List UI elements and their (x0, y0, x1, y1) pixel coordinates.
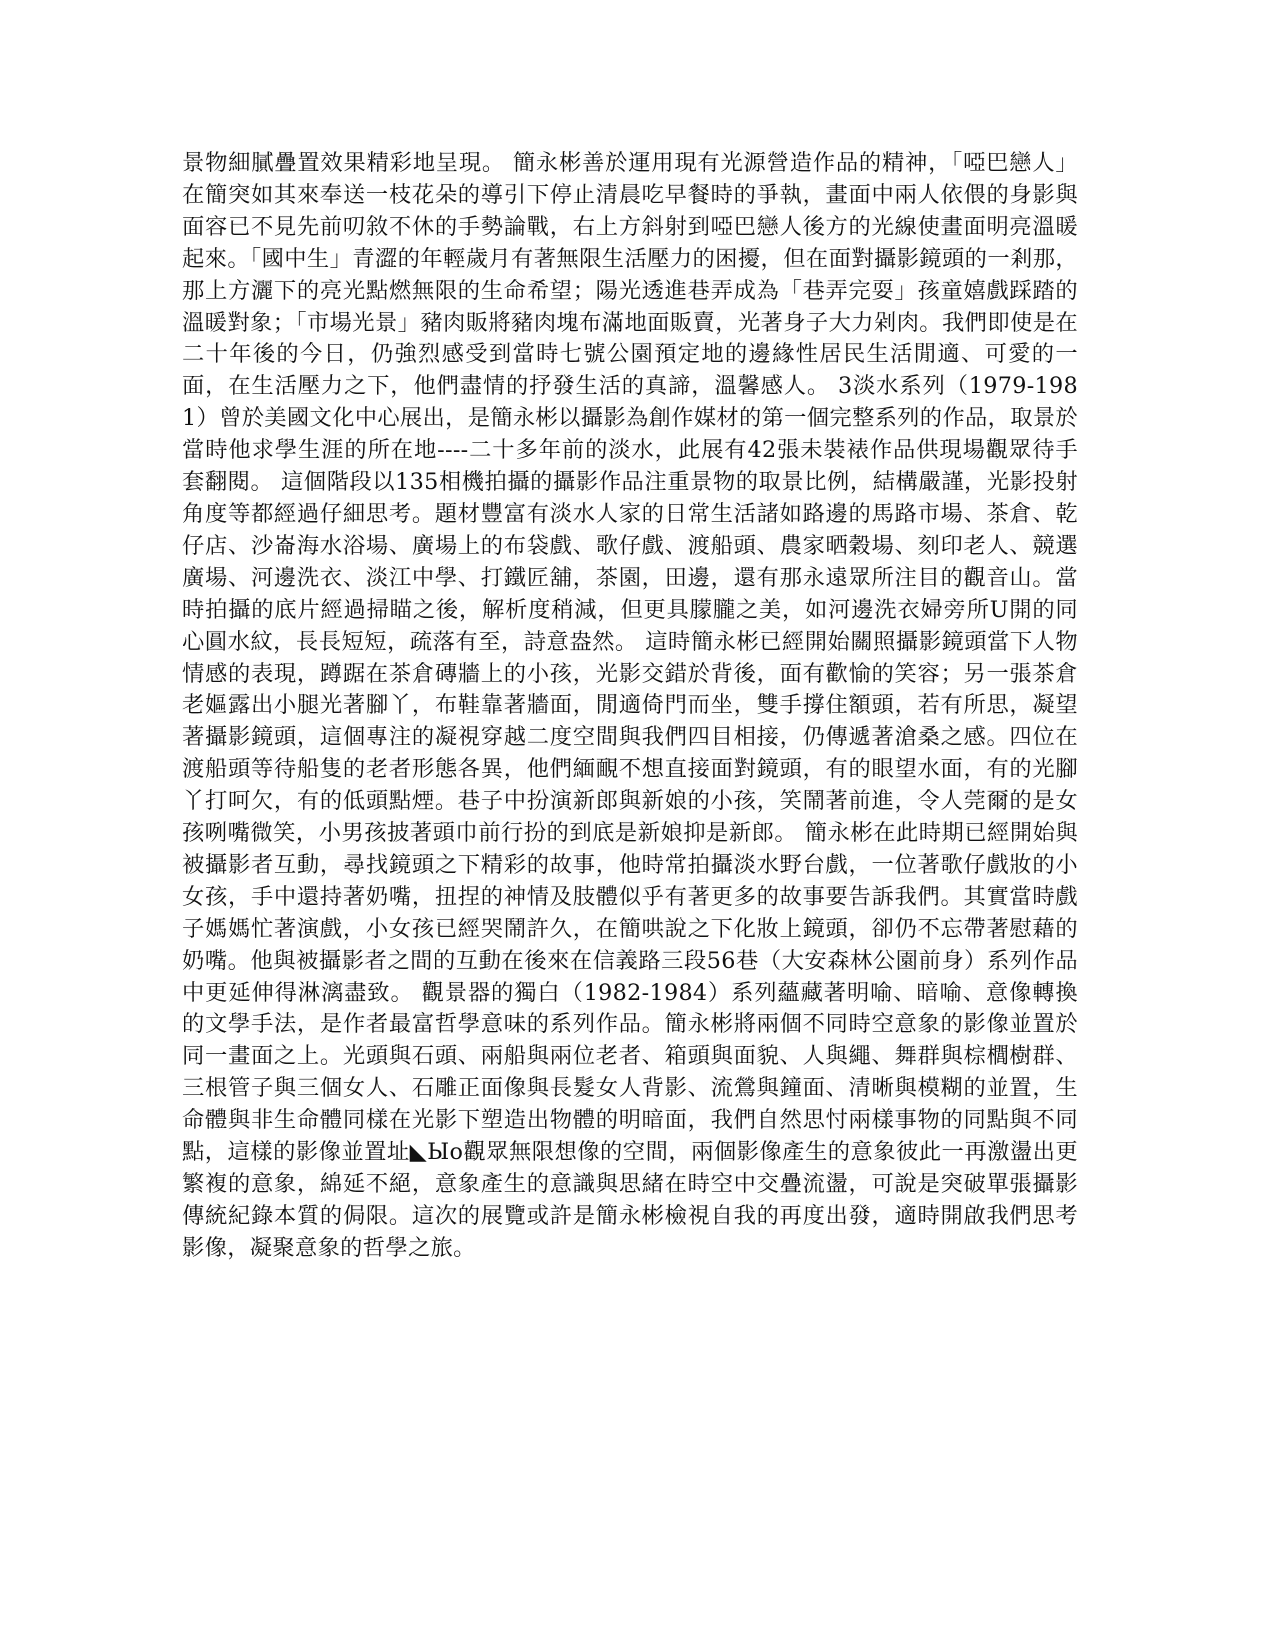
body-paragraph: 景物細膩疊置效果精彩地呈現。 簡永彬善於運用現有光源營造作品的精神，「啞巴戀人」在簡突如其來奉送一枝花朵的導引下停止清晨吃早餐時的爭執，畫面中兩人依偎的身影與面容已不見先前叨敘不休的手勢論戰，右上方斜射到啞巴戀人後方的光線使畫面明亮溫暖起來。「國中生」青澀的年輕歲月有著無限生活壓力的困擾，但在面對攝影鏡頭的一剎那，那上方灑下的亮光點燃無限的生命希望；陽光透進巷弄成為「巷弄完耍」孩童嬉戲踩踏的溫暖對象；「市場光景」豬肉販將豬肉塊布滿地面販賣，光著身子大力剁肉。我們即使是在二十年後的今日，仍強烈感受到當時七號公園預定地的邊緣性居民生活閒適、可愛的一面，在生活壓力之下，他們盡情的抒發生活的真諦，溫馨感人。 3淡水系列（1979-1981）曾於美國文化中心展出，是簡永彬以攝影為創作媒材的第一個完整系列的作品，取景於當時他求學生涯的所在地----二十多年前的淡水，此展有42張未裝裱作品供現場觀眾待手套翻閱。 這個階段以135相機拍攝的攝影作品注重景物的取景比例，結構嚴謹，光影投射角度等都經過仔細思考。題材豐富有淡水人家的日常生活諸如路邊的馬路市場、茶倉、乾仔店、沙崙海水浴場、廣場上的布袋戲、歌仔戲、渡船頭、農家晒穀場、刻印老人、競選廣場、河邊洗衣、淡江中學、打鐵匠舖，茶園，田邊，還有那永遠眾所注目的觀音山。當時拍攝的底片經過掃瞄之後，解析度稍減，但更具朦朧之美，如河邊洗衣婦旁所U開的同心圓水紋，長長短短，疏落有至，詩意盎然。 這時簡永彬已經開始關照攝影鏡頭當下人物情感的表現，蹲踞在茶倉磚牆上的小孩，光影交錯於背後，面有歡愉的笑容；另一張茶倉老嫗露出小腿光著腳丫，布鞋靠著牆面，閒適倚門而坐，雙手撐住額頭，若有所思，凝望著攝影鏡頭，這個專注的凝視穿越二度空間與我們四目相接，仍傳遞著滄桑之感。四位在渡船頭等待船隻的老者形態各異，他們緬靦不想直接面對鏡頭，有的眼望水面，有的光腳丫打呵欠，有的低頭點煙。巷子中扮演新郎與新娘的小孩，笑鬧著前進，令人莞爾的是女孩咧嘴微笑，小男孩披著頭巾前行扮的到底是新娘抑是新郎。 簡永彬在此時期已經開始與被攝影者互動，尋找鏡頭之下精彩的故事，他時常拍攝淡水野台戲，一位著歌仔戲妝的小女孩，手中還持著奶嘴，扭捏的神情及肢體似乎有著更多的故事要告訴我們。其實當時戲子媽媽忙著演戲，小女孩已經哭鬧許久，在簡哄說之下化妝上鏡頭，卻仍不忘帶著慰藉的奶嘴。他與被攝影者之間的互動在後來在信義路三段56巷（大安森林公園前身）系列作品中更延伸得淋漓盡致。 觀景器的獨白（1982-1984）系列蘊藏著明喻、暗喻、意像轉換的文學手法，是作者最富哲學意味的系列作品。簡永彬將兩個不同時空意象的影像並置於同一畫面之上。光頭與石頭、兩船與兩位老者、箱頭與面貌、人與繩、舞群與棕櫚樹群、三根管子與三個女人、石雕正面像與長髮女人背影、流鶯與鐘面、清晰與模糊的並置，生命體與非生命體同樣在光影下塑造出物體的明暗面，我們自然思忖兩樣事物的同點與不同點，這樣的影像並置址◣Ыo觀眾無限想像的空間，兩個影像產生的意象彼此一再激盪出更繁複的意象，綿延不絕，意象產生的意識與思緒在時空中交疊流盪，可說是突破單張攝影傳統紀錄本質的侷限。這次的展覽或許是簡永彬檢視自我的再度出發，適時開啟我們思考影像，凝聚意象的哲學之旅。 (182, 150, 1078, 1261)
